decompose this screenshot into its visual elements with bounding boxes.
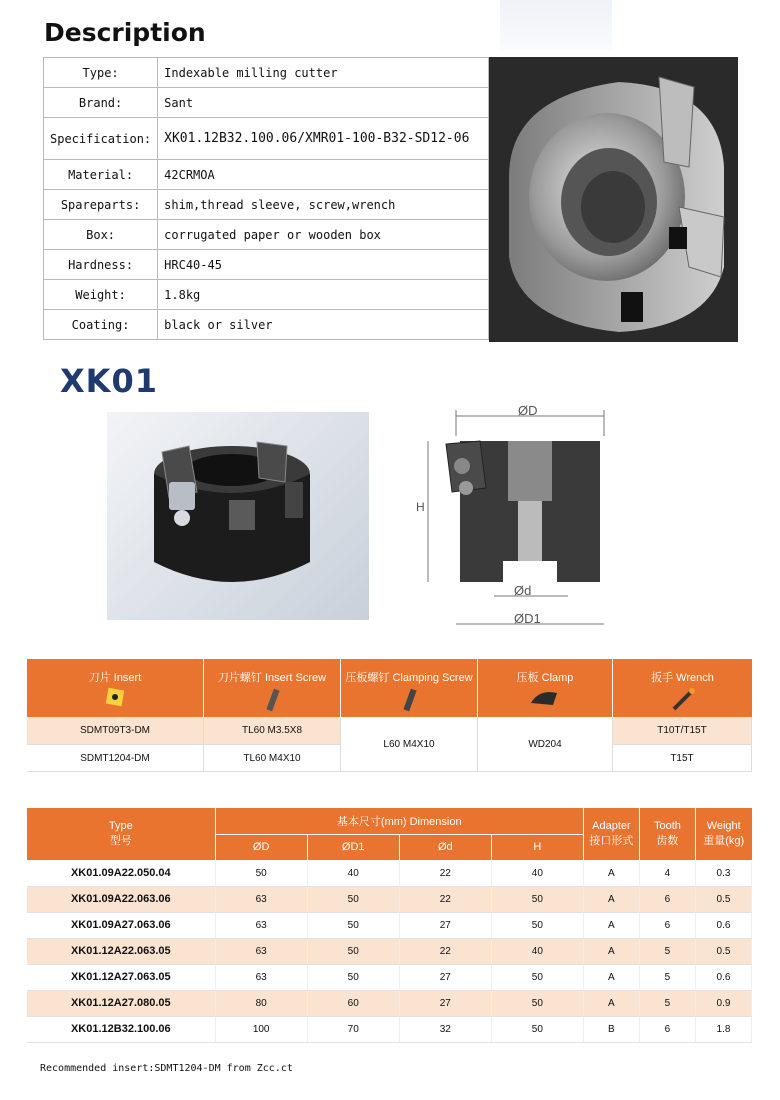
type-header: Type 型号	[27, 808, 215, 860]
value-cell: 60	[307, 990, 399, 1016]
table-row	[27, 938, 752, 964]
value-cell: 63	[215, 964, 307, 990]
spec-row-spareparts	[44, 190, 489, 220]
cutter-photo	[489, 57, 738, 342]
spec-key: Box:	[44, 220, 158, 250]
value-cell: 63	[215, 912, 307, 938]
value-cell: 50	[491, 1016, 583, 1042]
value-cell: 0.3	[695, 860, 751, 886]
series-title: XK01	[60, 362, 158, 400]
value-cell: A	[583, 886, 639, 912]
sub-header-D: ØD	[215, 834, 307, 860]
wrench-cell: T10T/T15T	[613, 717, 752, 745]
insert-table	[27, 659, 752, 772]
value-cell: 50	[215, 860, 307, 886]
sub-header-H: H	[491, 834, 583, 860]
value-cell: 5	[639, 990, 695, 1016]
clamp-icon	[529, 687, 561, 709]
header-wrench: 扳手 Wrench	[613, 659, 752, 717]
screw-icon	[262, 687, 282, 713]
wrench-cell: T15T	[613, 745, 752, 772]
value-cell: 40	[491, 938, 583, 964]
spec-row-material	[44, 160, 489, 190]
tooth-header: Tooth 齿数	[639, 808, 695, 860]
value-cell: 50	[307, 938, 399, 964]
value-cell: 6	[639, 1016, 695, 1042]
value-cell: 50	[491, 990, 583, 1016]
spec-value: Indexable milling cutter	[158, 58, 489, 88]
label-D: ØD	[518, 403, 538, 418]
clamp-cell: WD204	[478, 717, 613, 772]
sub-header-d: Ød	[399, 834, 491, 860]
recommendation-note: Recommended insert:SDMT1204-DM from Zcc.ct	[40, 1063, 293, 1074]
spec-row-type	[44, 58, 489, 88]
page-title: Description	[44, 18, 206, 47]
value-cell: 50	[491, 964, 583, 990]
sub-header-D1: ØD1	[307, 834, 399, 860]
value-cell: 0.9	[695, 990, 751, 1016]
cutter-3d-render	[107, 412, 369, 620]
value-cell: 100	[215, 1016, 307, 1042]
dimension-table-body	[27, 860, 752, 1042]
value-cell: 27	[399, 990, 491, 1016]
spec-row-brand	[44, 88, 489, 118]
value-cell: 4	[639, 860, 695, 886]
spec-value: 1.8kg	[158, 280, 489, 310]
spec-value: corrugated paper or wooden box	[158, 220, 489, 250]
value-cell: 0.5	[695, 886, 751, 912]
value-cell: 0.6	[695, 964, 751, 990]
table-row	[27, 860, 752, 886]
spec-value: shim,thread sleeve, screw,wrench	[158, 190, 489, 220]
value-cell: B	[583, 1016, 639, 1042]
value-cell: A	[583, 938, 639, 964]
clamping-screw-icon	[399, 687, 419, 713]
type-cell: XK01.09A22.063.06	[27, 886, 215, 912]
clamping-screw-cell: L60 M4X10	[341, 717, 478, 772]
spec-key: Material:	[44, 160, 158, 190]
adapter-header: Adapter 接口形式	[583, 808, 639, 860]
value-cell: 6	[639, 912, 695, 938]
header-clamp: 压板 Clamp	[478, 659, 613, 717]
spec-row-specification	[44, 118, 489, 160]
cutter-technical-drawing	[408, 396, 618, 636]
value-cell: A	[583, 990, 639, 1016]
value-cell: 6	[639, 886, 695, 912]
spec-value: 42CRMOA	[158, 160, 489, 190]
table-row	[27, 990, 752, 1016]
header-clamping-screw: 压板螺钉 Clamping Screw	[341, 659, 478, 717]
value-cell: A	[583, 964, 639, 990]
spec-value: Sant	[158, 88, 489, 118]
spec-row-hardness	[44, 250, 489, 280]
value-cell: 27	[399, 912, 491, 938]
wrench-icon	[670, 687, 696, 713]
weight-header: Weight 重量(kg)	[695, 808, 751, 860]
value-cell: 5	[639, 938, 695, 964]
screw-cell: TL60 M4X10	[204, 745, 341, 772]
spec-row-box	[44, 220, 489, 250]
value-cell: 22	[399, 860, 491, 886]
type-cell: XK01.09A22.050.04	[27, 860, 215, 886]
spec-value: black or silver	[158, 310, 489, 340]
value-cell: A	[583, 860, 639, 886]
type-cell: XK01.12A22.063.05	[27, 938, 215, 964]
value-cell: 50	[491, 912, 583, 938]
spec-value: HRC40-45	[158, 250, 489, 280]
value-cell: 50	[307, 964, 399, 990]
header-insert-screw: 刀片螺钉 Insert Screw	[204, 659, 341, 717]
spec-key: Coating:	[44, 310, 158, 340]
spec-key: Specification:	[44, 118, 158, 160]
dimension-table	[27, 808, 752, 1043]
value-cell: 63	[215, 886, 307, 912]
spec-row-coating	[44, 310, 489, 340]
spec-key: Hardness:	[44, 250, 158, 280]
insert-cell: SDMT1204-DM	[27, 745, 204, 772]
spec-table	[43, 57, 489, 340]
value-cell: 1.8	[695, 1016, 751, 1042]
insert-icon	[105, 687, 125, 707]
value-cell: 32	[399, 1016, 491, 1042]
table-row	[27, 912, 752, 938]
type-cell: XK01.12A27.080.05	[27, 990, 215, 1016]
spec-key: Brand:	[44, 88, 158, 118]
header-insert: 刀片 Insert	[27, 659, 204, 717]
value-cell: 40	[491, 860, 583, 886]
insert-cell: SDMT09T3-DM	[27, 717, 204, 745]
dimension-header: 基本尺寸(mm) Dimension	[215, 808, 583, 834]
type-cell: XK01.09A27.063.06	[27, 912, 215, 938]
table-row	[27, 964, 752, 990]
table-row	[27, 886, 752, 912]
spec-key: Type:	[44, 58, 158, 88]
value-cell: 40	[307, 860, 399, 886]
label-d: Ød	[514, 583, 532, 598]
screw-cell: TL60 M3.5X8	[204, 717, 341, 745]
spec-row-weight	[44, 280, 489, 310]
value-cell: 22	[399, 886, 491, 912]
type-cell: XK01.12B32.100.06	[27, 1016, 215, 1042]
value-cell: 63	[215, 938, 307, 964]
value-cell: 5	[639, 964, 695, 990]
spec-key: Spareparts:	[44, 190, 158, 220]
value-cell: 80	[215, 990, 307, 1016]
label-D1: ØD1	[514, 611, 541, 626]
value-cell: 0.5	[695, 938, 751, 964]
value-cell: 50	[491, 886, 583, 912]
value-cell: 27	[399, 964, 491, 990]
table-row	[27, 1016, 752, 1042]
label-H: H	[416, 500, 425, 514]
watermark-logo	[500, 0, 612, 50]
value-cell: 0.6	[695, 912, 751, 938]
value-cell: 70	[307, 1016, 399, 1042]
spec-key: Weight:	[44, 280, 158, 310]
value-cell: 50	[307, 886, 399, 912]
value-cell: 22	[399, 938, 491, 964]
value-cell: 50	[307, 912, 399, 938]
spec-value: XK01.12B32.100.06/XMR01-100-B32-SD12-06	[158, 118, 489, 160]
value-cell: A	[583, 912, 639, 938]
type-cell: XK01.12A27.063.05	[27, 964, 215, 990]
